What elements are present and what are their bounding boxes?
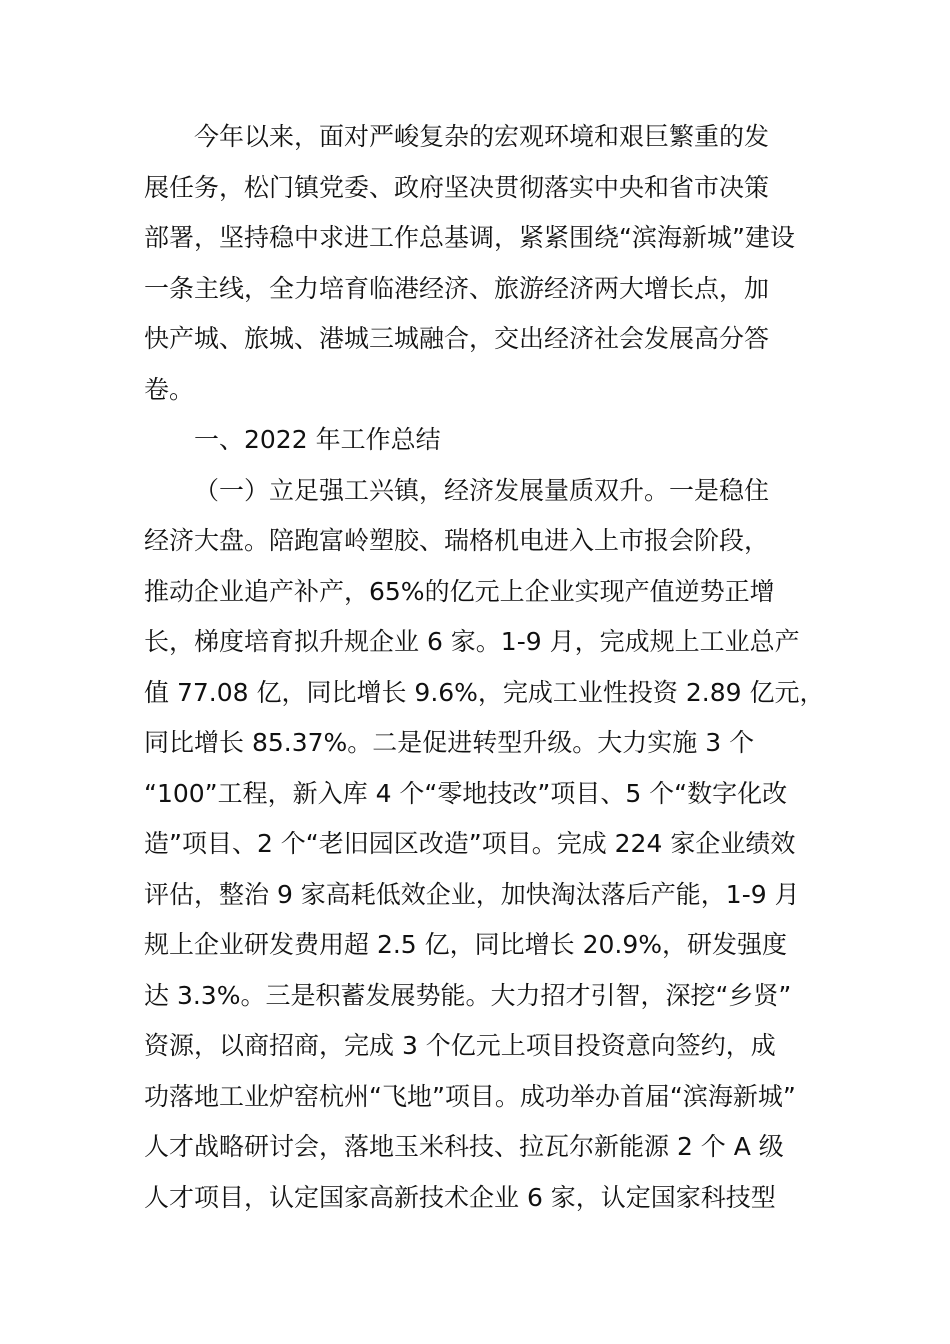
document-body (144, 112, 824, 1223)
text-line: 推动企业追产补产，65%的亿元上企业实现产值逆势正增 (144, 576, 775, 606)
text-line: 达 3.3%。三是积蓄发展势能。大力招才引智，深挖“乡贤” (144, 980, 792, 1010)
section-heading: 一、2022 年工作总结 (194, 425, 441, 454)
text-line: 快产城、旅城、港城三城融合，交出经济社会发展高分答 (144, 324, 770, 353)
text-line: 规上企业研发费用超 2.5 亿，同比增长 20.9%，研发强度 (144, 930, 788, 959)
text-line: 展任务，松门镇党委、政府坚决贯彻落实中央和省市决策 (144, 172, 770, 202)
text-line: 今年以来，面对严峻复杂的宏观环境和艰巨繁重的发 (194, 122, 770, 151)
text-line: 同比增长 85.37%。二是促进转型升级。大力实施 3 个 (144, 728, 755, 757)
text-line: 一条主线，全力培育临港经济、旅游经济两大增长点，加 (144, 273, 770, 303)
text-line: （一）立足强工兴镇，经济发展量质双升。一是稳住 (194, 475, 770, 505)
text-line: 部署，坚持稳中求进工作总基调，紧紧围绕“滨海新城”建设 (144, 223, 795, 252)
text-line: 经济大盘。陪跑富岭塑胶、瑞格机电进入上市报会阶段， (144, 526, 770, 555)
text-line: 资源，以商招商，完成 3 个亿元上项目投资意向签约，成 (144, 1031, 776, 1060)
text-line: “100”工程，新入库 4 个“零地技改”项目、5 个“数字化改 (144, 778, 788, 808)
text-line: 功落地工业炉窑杭州“飞地”项目。成功举办首届“滨海新城” (144, 1081, 796, 1111)
text-line: 值 77.08 亿，同比增长 9.6%，完成工业性投资 2.89 亿元， (144, 677, 825, 707)
text-line: 人才项目，认定国家高新技术企业 6 家，认定国家科技型 (144, 1182, 776, 1212)
text-line: 造”项目、2 个“老旧园区改造”项目。完成 224 家企业绩效 (144, 829, 796, 858)
text-line: 长，梯度培育拟升规企业 6 家。1-9 月，完成规上工业总产 (144, 627, 800, 656)
text-line: 卷。 (144, 374, 195, 404)
text-line: 评估，整治 9 家高耗低效企业，加快淘汰落后产能，1-9 月 (144, 879, 800, 909)
text-line: 人才战略研讨会，落地玉米科技、拉瓦尔新能源 2 个 A 级 (144, 1132, 784, 1161)
